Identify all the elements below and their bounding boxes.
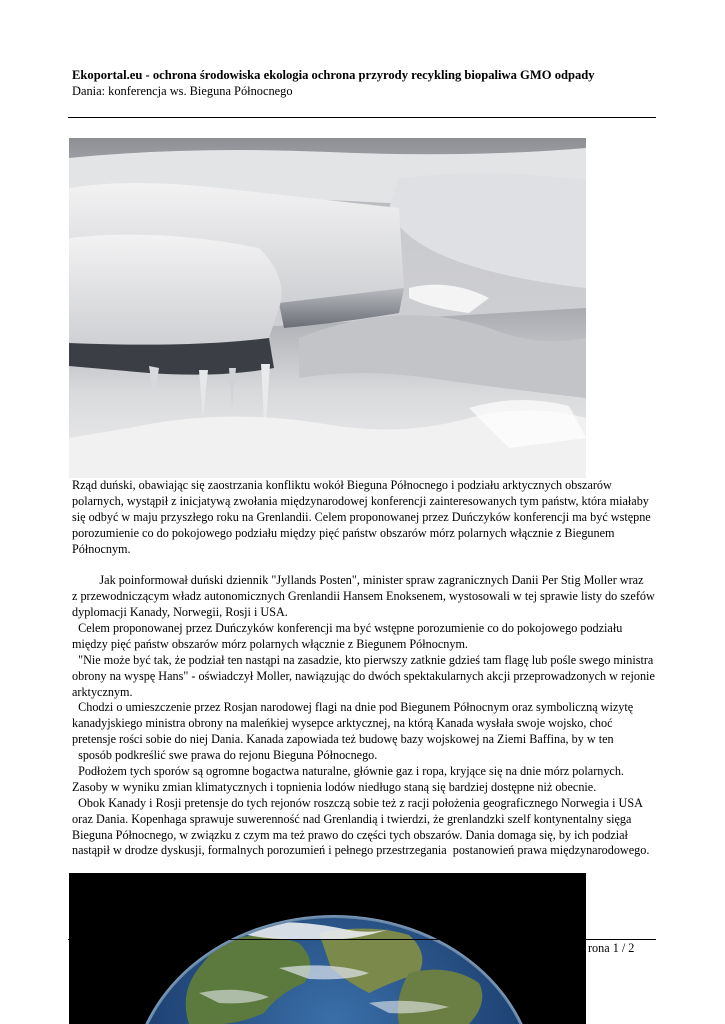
article-line: Jak poinformował duński dziennik "Jyllands Posten", minister spraw zagranicznych Danii Per Stig Moller wraz (72, 573, 644, 588)
article-title: Dania: konferencja ws. Bieguna Północnego (72, 84, 293, 98)
article-body (72, 478, 662, 859)
article-line: Rząd duński, obawiając się zaostrzania konfliktu wokół Bieguna Północnego i podziału arktycznych obszarów (72, 478, 612, 492)
page-number: rona 1 / 2 (588, 941, 635, 955)
article-line: Bieguna Północnego, w związku z czym ma też prawo do części tych obszarów. Dania domaga się, by ich podział (72, 827, 628, 842)
article-line: arktycznym. (72, 684, 133, 699)
footer-divider (68, 939, 656, 940)
article-line: Chodzi o umieszczenie przez Rosjan narodowej flagi na dnie pod Biegunem Północnym oraz symboliczną wizytę (72, 700, 634, 715)
earth-globe-photo (69, 873, 586, 1024)
article-line: się odbyć w maju przyszłego roku na Grenlandii. Celem proponowanej przez Duńczyków konferencji ma być wstępne (72, 509, 651, 524)
article-line: dyplomacji Kanady, Norwegii, Rosji i USA. (72, 605, 288, 620)
article-line: obrony na wyspę Hans" - oświadczył Moller, nawiązując do dwóch spektakularnych akcji przeprowadzonych w rejonie (72, 668, 655, 683)
article-line: "Nie może być tak, że podział ten nastąpi na zasadzie, kto pierwszy zatknie gdzieś tam flagę lub pośle swego ministra (72, 652, 654, 667)
article-line: z przewodniczącym władz autonomicznych Grenlandii Hansem Enoksenem, wystosowali w tej sprawie listy do szefów (72, 589, 655, 604)
article-line: Północnym. (72, 541, 131, 556)
site-title: Ekoportal.eu - ochrona środowiska ekologia ochrona przyrody recykling biopaliwa GMO odpady (72, 68, 595, 82)
article-line: porozumienie co do pokojowego podziału między pięć państw obszarów mórz polarnych włącznie z Biegunem (72, 525, 615, 540)
header-divider (68, 117, 656, 118)
article-line: Obok Kanady i Rosji pretensje do tych rejonów roszczą sobie też z racji położenia geograficznego Norwegia i USA (72, 795, 643, 810)
article-line: sposób podkreślić swe prawa do rejonu Bieguna Północnego. (72, 748, 378, 763)
ice-floes-photo (69, 138, 586, 478)
article-line: oraz Dania. Kopenhaga sprawuje suwerenność nad Grenlandią i twierdzi, że grenlandzki szelf kontynentalny sięga (72, 811, 632, 826)
article-line: Celem proponowanej przez Duńczyków konferencji ma być wstępne porozumienie co do pokojowego podziału (72, 621, 623, 636)
paragraph-gap (72, 557, 662, 573)
article-line: polarnych, wystąpił z inicjatywą zwołania międzynarodowej konferencji zainteresowanych tym państw, która miałaby (72, 493, 649, 508)
article-line: Podłożem tych sporów są ogromne bogactwa naturalne, głównie gaz i ropa, kryjące się na dnie mórz polarnych. (72, 764, 624, 779)
article-line: między pięć państw obszarów mórz polarnych włącznie z Biegunem Północnym. (72, 636, 468, 651)
article-line: kanadyjskiego ministra obrony na maleńkiej wysepce arktycznej, na którą Kanada wysłała swoje wojsko, choć (72, 716, 613, 731)
article-line: Zasoby w wyniku zmian klimatycznych i topnienia lodów niedługo staną się bardziej dostępne niż obecnie. (72, 779, 597, 794)
article-line: pretensje rości sobie do niej Dania. Kanada zapowiada też budowę bazy wojskowej na Ziemi Baffina, by w ten (72, 732, 614, 747)
article-line: nastąpił w drodze dyskusji, formalnych porozumień i pełnego przestrzegania postanowień prawa międzynarodowego. (72, 843, 650, 858)
